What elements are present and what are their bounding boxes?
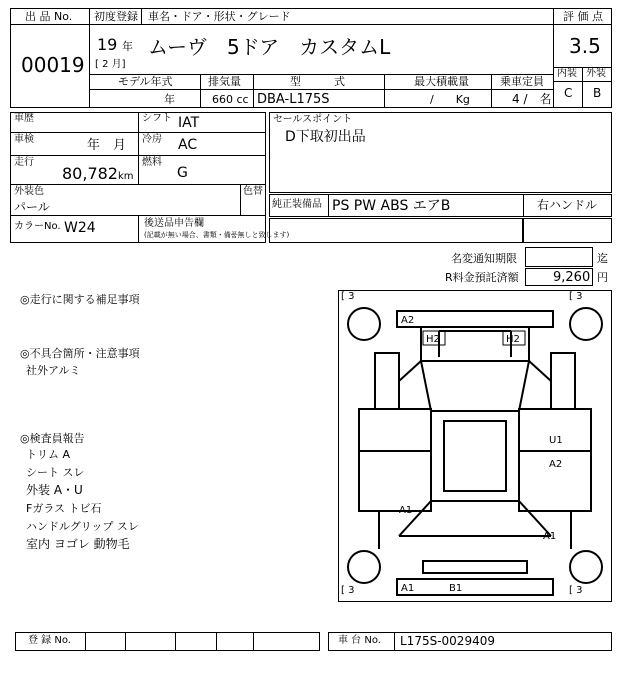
mileage-label: 走行 bbox=[14, 157, 34, 168]
post-delivery-label: 後送品申告欄 bbox=[144, 218, 204, 229]
exterior-label: 外装 bbox=[586, 68, 606, 79]
inspector-item: 外装 A・U bbox=[26, 483, 83, 497]
tire-label: [ 3 bbox=[569, 291, 583, 302]
capacity-label: 乗車定員 bbox=[500, 75, 544, 88]
mileage-value: 80,782 bbox=[62, 164, 118, 183]
model-code: DBA-L175S bbox=[257, 92, 330, 107]
wheel-rear-right bbox=[570, 551, 602, 583]
inspector-item: 室内 ヨゴレ 動物毛 bbox=[26, 537, 130, 551]
fuel-label: 燃料 bbox=[142, 157, 162, 168]
damage-mark: H2 bbox=[506, 334, 520, 345]
recycle-unit: 円 bbox=[597, 271, 608, 284]
registration-month: [ 2 月] bbox=[95, 59, 126, 70]
equipment: PS PW ABS エアB bbox=[332, 198, 451, 214]
interior-label: 内装 bbox=[557, 68, 577, 79]
color-change-label: 色替 bbox=[243, 186, 263, 197]
year-unit: 年 bbox=[122, 40, 133, 53]
recycle-label: R料金預託済額 bbox=[445, 271, 519, 284]
damage-mark: A2 bbox=[549, 459, 563, 470]
displacement-label: 排気量 bbox=[208, 75, 241, 88]
damage-diagram bbox=[338, 290, 612, 602]
damage-mark: A2 bbox=[401, 315, 415, 326]
sales-point-label: セールスポイント bbox=[273, 114, 353, 125]
mileage-unit: km bbox=[118, 171, 134, 182]
vehicle-name: ムーヴ 5ドア カスタムL bbox=[148, 35, 391, 59]
shift-value: IAT bbox=[178, 115, 200, 131]
name-change-label: 名変通知期限 bbox=[451, 252, 517, 265]
inspector-item: Fガラス トビ石 bbox=[26, 502, 102, 515]
wheel-rear-left bbox=[348, 551, 380, 583]
model-code-label: 型 式 bbox=[290, 75, 345, 88]
first-registration-label: 初度登録 bbox=[94, 10, 138, 23]
color-no: W24 bbox=[64, 220, 96, 236]
damage-mark: A1 bbox=[401, 583, 415, 594]
max-load: / Kg bbox=[430, 93, 470, 106]
exterior-color: パール bbox=[14, 200, 50, 214]
tire-label: [ 3 bbox=[569, 585, 583, 596]
post-delivery-note: (記載が無い場合、書類・備품無しと致します) bbox=[144, 231, 290, 239]
ac-label: 冷房 bbox=[142, 134, 162, 145]
chassis-number-label: 車 台 No. bbox=[338, 635, 381, 646]
ac-value: AC bbox=[178, 137, 198, 153]
blank-box-2 bbox=[523, 218, 612, 243]
displacement: 660 cc bbox=[212, 93, 249, 106]
history-label: 車歴 bbox=[14, 113, 34, 124]
registration-number-label: 登 録 No. bbox=[28, 635, 71, 646]
overall-score: 3.5 bbox=[569, 34, 601, 58]
inspector-report-label: ◎検査員報告 bbox=[20, 432, 85, 445]
steering: 右ハンドル bbox=[537, 198, 598, 212]
score-label: 評 価 点 bbox=[563, 10, 603, 23]
exterior-color-label: 外装色 bbox=[14, 186, 44, 197]
damage-mark: A1 bbox=[543, 531, 557, 542]
model-year-label: モデル年式 bbox=[118, 75, 173, 88]
interior-grade: C bbox=[564, 86, 573, 100]
fuel-value: G bbox=[177, 165, 188, 181]
vehicle-name-label: 車名・ドア・形状・グレード bbox=[148, 10, 291, 23]
capacity: 4 / 名 bbox=[512, 92, 552, 106]
damage-mark: H2 bbox=[426, 334, 440, 345]
inspector-item: ハンドルグリップ スレ bbox=[26, 520, 139, 533]
blank-box bbox=[269, 218, 523, 243]
lot-number: 00019 bbox=[21, 53, 85, 77]
max-load-label: 最大積載量 bbox=[414, 75, 469, 88]
defect-remarks-label: ◎不具合箇所・注意事項 bbox=[20, 347, 140, 360]
color-no-label: カラーNo. bbox=[14, 221, 61, 232]
damage-mark: U1 bbox=[549, 435, 563, 446]
inspector-item: シート スレ bbox=[26, 466, 85, 479]
chassis-number: L175S-0029409 bbox=[400, 634, 495, 648]
damage-mark: B1 bbox=[449, 583, 463, 594]
tire-label: [ 3 bbox=[341, 585, 355, 596]
registration-year: 19 bbox=[97, 35, 118, 54]
wheel-front-right bbox=[570, 308, 602, 340]
lot-number-label: 出 品 No. bbox=[25, 10, 73, 23]
shift-label: シフト bbox=[142, 113, 172, 124]
driving-remarks-label: ◎走行に関する補足事項 bbox=[20, 293, 140, 306]
exterior-grade: B bbox=[593, 86, 602, 100]
inspector-item: トリム A bbox=[26, 448, 71, 461]
wheel-front-left bbox=[348, 308, 380, 340]
tire-label: [ 3 bbox=[341, 291, 355, 302]
equipment-label: 純正装備品 bbox=[272, 199, 322, 210]
recycle-amount: 9,260 bbox=[553, 270, 591, 285]
damage-mark: A1 bbox=[399, 505, 413, 516]
car-outline bbox=[339, 291, 611, 601]
inspection-label: 車検 bbox=[14, 134, 34, 145]
sales-point: D下取初出品 bbox=[285, 129, 366, 145]
name-change-box bbox=[525, 247, 593, 267]
defect-item: 社外アルミ bbox=[26, 364, 81, 377]
name-change-unit: 迄 bbox=[597, 252, 608, 265]
model-year-unit: 年 bbox=[164, 93, 175, 106]
inspection-value: 年 月 bbox=[87, 138, 127, 153]
